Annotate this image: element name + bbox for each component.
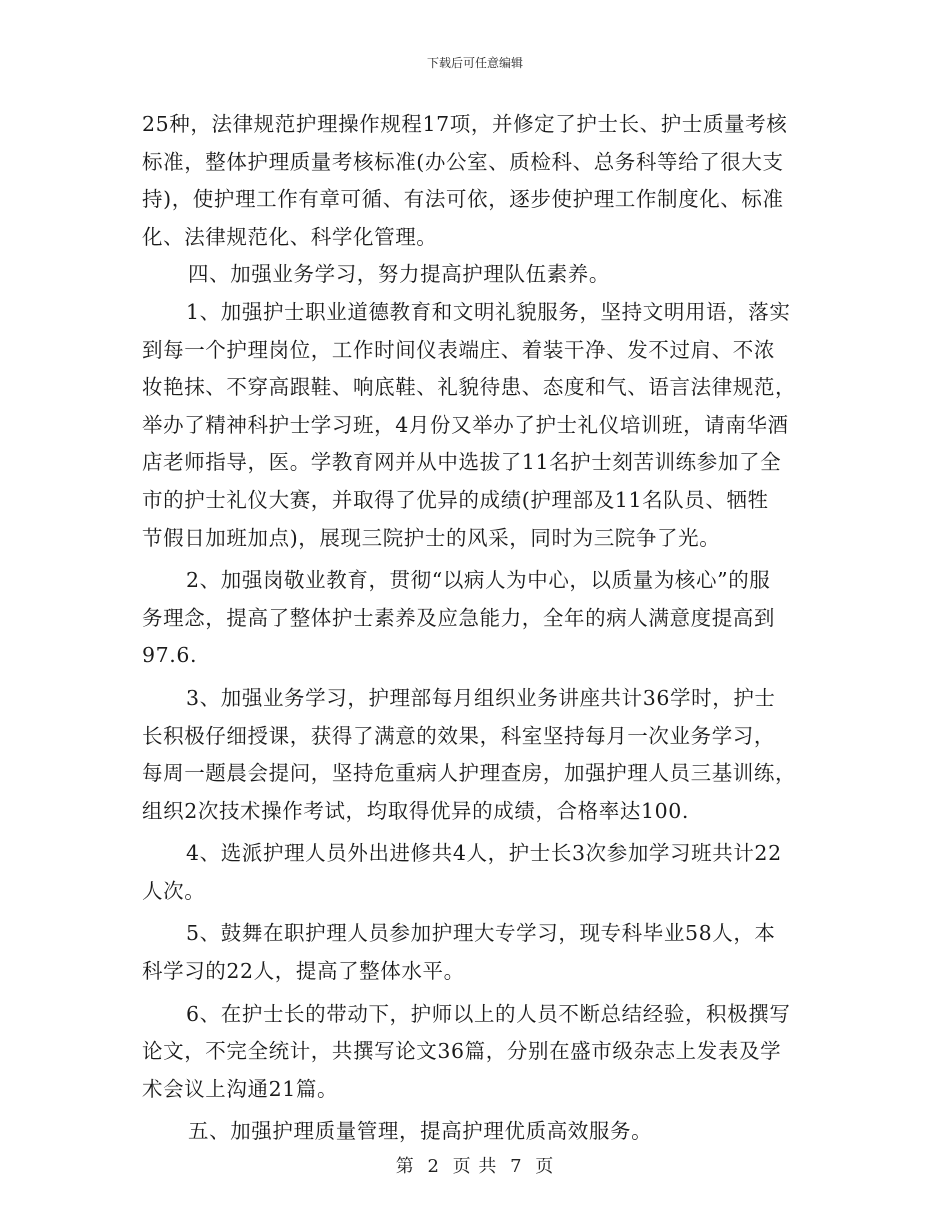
body-line: 店老师指导，医。学教育网并从中选拔了11名护士刻苦训练参加了全 (142, 450, 782, 475)
body-line: 长积极仔细授课，获得了满意的效果，科室坚持每月一次业务学习， (142, 723, 775, 748)
body-line: 人次。 (142, 878, 206, 903)
footer-suffix: 页 (535, 1156, 555, 1177)
section-heading: 四、加强业务学习，努力提高护理队伍素养。 (188, 262, 610, 287)
body-line: 2、加强岗敬业教育，贯彻“以病人为中心，以质量为核心”的服 (186, 568, 771, 593)
body-line: 4、选派护理人员外出进修共4人，护士长3次参加学习班共计22 (186, 841, 782, 866)
body-line: 每周一题晨会提问，坚持危重病人护理查房，加强护理人员三基训练， (142, 761, 797, 786)
body-line: 97.6. (142, 643, 198, 668)
body-line: 化、法律规范化、科学化管理。 (142, 224, 438, 249)
body-line: 术会议上沟通21篇。 (142, 1076, 339, 1101)
body-line: 节假日加班加点)，展现三院护士的风采，同时为三院争了光。 (142, 525, 721, 550)
page-header: 下载后可任意编辑 (426, 56, 523, 70)
body-line: 论文，不完全统计，共撰写论文36篇，分别在盛市级杂志上发表及学 (142, 1039, 782, 1064)
body-line: 市的护士礼仪大赛，并取得了优异的成绩(护理部及11名队员、牺牲 (142, 487, 769, 512)
body-line: 持)，使护理工作有章可循、有法可依，逐步使护理工作制度化、标准 (142, 187, 784, 212)
page-footer (0, 1152, 950, 1178)
body-line: 25种，法律规范护理操作规程17项，并修定了护士长、护士质量考核 (142, 112, 788, 136)
footer-middle: 页 共 (452, 1156, 498, 1177)
document-body (142, 106, 812, 1151)
body-line: 举办了精神科护士学习班，4月份又举办了护士礼仪培训班，请南华酒 (142, 412, 789, 437)
body-line: 务理念，提高了整体护士素养及应急能力，全年的病人满意度提高到 (142, 605, 775, 630)
footer-page-number: 2 (427, 1156, 440, 1177)
body-line: 科学习的22人，提高了整体水平。 (142, 959, 465, 984)
body-line: 标准，整体护理质量考核标准(办公室、质检科、总务科等给了很大支 (142, 149, 784, 174)
body-line: 6、在护士长的带动下，护师以上的人员不断总结经验，积极撰写 (186, 1001, 791, 1026)
section-heading: 五、加强护理质量管理，提高护理优质高效服务。 (188, 1119, 653, 1144)
body-line: 5、鼓舞在职护理人员参加护理大专学习，现专科毕业58人，本 (186, 921, 776, 946)
body-line: 1、加强护士职业道德教育和文明礼貌服务，坚持文明用语，落实 (186, 299, 791, 324)
footer-prefix: 第 (395, 1156, 415, 1177)
footer-total-pages: 7 (510, 1156, 523, 1177)
body-line: 3、加强业务学习，护理部每月组织业务讲座共计36学时，护士 (186, 685, 776, 710)
body-line: 妆艳抹、不穿高跟鞋、响底鞋、礼貌待患、态度和气、语言法律规范， (142, 375, 797, 400)
body-line: 组织2次技术操作考试，均取得优异的成绩，合格率达100. (142, 798, 689, 823)
body-line: 到每一个护理岗位，工作时间仪表端庄、着装干净、发不过肩、不浓 (142, 337, 775, 362)
